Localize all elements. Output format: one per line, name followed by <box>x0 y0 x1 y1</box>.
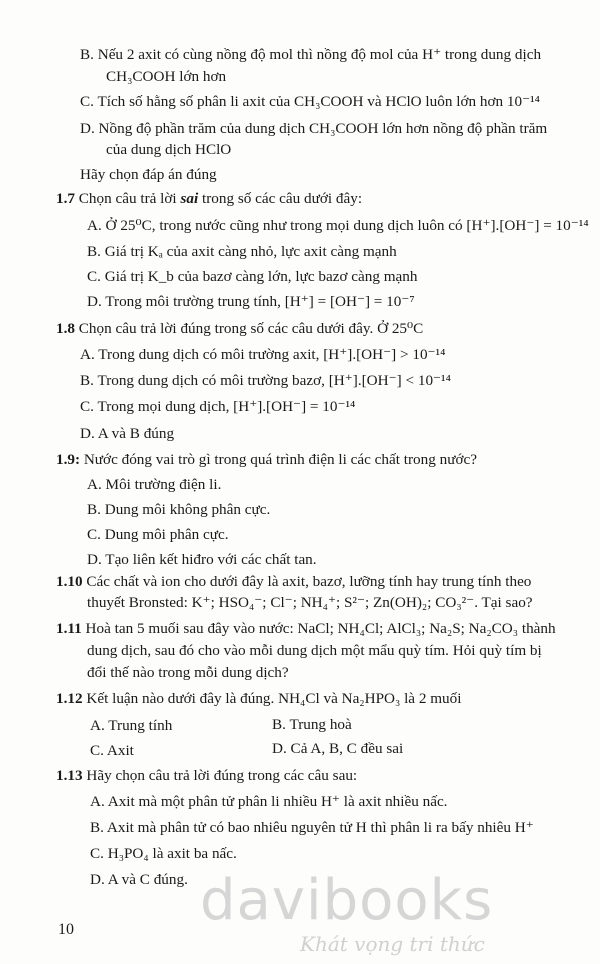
question-1-9 <box>56 451 477 469</box>
q113-option-c: C. H₃PO₄ là axit ba nấc. <box>90 845 237 862</box>
question-number: 1.11 <box>56 620 82 637</box>
question-text: Kết luận nào dưới đây là đúng. NH₄Cl và Na₂HPO₃ là 2 muối <box>86 690 462 707</box>
question-1-10-line-1 <box>56 573 531 591</box>
q112-option-a: A. Trung tính <box>90 717 173 734</box>
question-1-7 <box>56 190 362 208</box>
q113-option-a: A. Axit mà một phân tử phân li nhiều H⁺ là axit nhiều nấc. <box>90 793 448 810</box>
question-number: 1.12 <box>56 690 83 707</box>
watermark-slogan: Khát vọng tri thức <box>300 932 485 956</box>
question-text: Nước đóng vai trò gì trong quá trình điện li các chất trong nước? <box>83 451 477 468</box>
q19-option-c: C. Dung môi phân cực. <box>87 526 229 543</box>
q18-option-d: D. A và B đúng <box>80 425 175 442</box>
q18-option-b: B. Trong dung dịch có môi trường bazơ, [H⁺].[OH⁻] < 10⁻¹⁴ <box>80 372 451 389</box>
question-text: Chọn câu trả lời đúng trong số các câu dưới đây. Ở 25⁰C <box>78 320 424 337</box>
q19-option-a: A. Môi trường điện li. <box>87 476 222 493</box>
question-text: Hoà tan 5 muối sau đây vào nước: NaCl; NH₄Cl; AlCl₃; Na₂S; Na₂CO₃ thành <box>85 620 556 637</box>
question-1-13 <box>56 767 357 785</box>
question-1-10-line-2: thuyết Bronsted: K⁺; HSO₄⁻; Cl⁻; NH₄⁺; S²⁻; Zn(OH)₂; CO₃²⁻. Tại sao? <box>87 594 533 611</box>
question-1-11-line-1 <box>56 620 556 638</box>
question-1-11-line-3: đổi thế nào trong mỗi dung dịch? <box>87 664 289 681</box>
q113-option-b: B. Axit mà phân tử có bao nhiêu nguyên tử H thì phân li ra bấy nhiêu H⁺ <box>90 819 534 836</box>
question-1-12 <box>56 690 461 708</box>
question-1-11-line-2: dung dịch, sau đó cho vào mỗi dung dịch một mẩu quỳ tím. Hỏi quỳ tím bị <box>87 642 542 659</box>
option-c: C. Tích số hằng số phân li axit của CH₃COOH và HClO luôn lớn hơn 10⁻¹⁴ <box>80 93 540 110</box>
instruction-text: Hãy chọn đáp án đúng <box>80 166 217 183</box>
question-number: 1.13 <box>56 767 83 784</box>
question-number: 1.7 <box>56 190 75 207</box>
q112-option-c: C. Axit <box>90 742 134 759</box>
question-1-8 <box>56 320 423 338</box>
question-text: Hãy chọn câu trả lời đúng trong các câu sau: <box>86 767 358 784</box>
option-b-line-2: CH₃COOH lớn hơn <box>106 68 227 85</box>
q113-option-d: D. A và C đúng. <box>90 871 188 888</box>
emphasis-word: sai <box>180 190 199 207</box>
q18-option-c: C. Trong mọi dung dịch, [H⁺].[OH⁻] = 10⁻¹⁴ <box>80 398 356 415</box>
question-number: 1.9: <box>56 451 81 468</box>
watermark-brand: davibooks <box>200 868 494 933</box>
question-text: Chọn câu trả lời <box>78 190 181 207</box>
question-text: Các chất và ion cho dưới đây là axit, bazơ, lưỡng tính hay trung tính theo <box>86 573 532 590</box>
q17-option-a: A. Ở 25⁰C, trong nước cũng như trong mọi dung dịch luôn có [H⁺].[OH⁻] = 10⁻¹⁴ <box>87 217 589 234</box>
q17-option-b: B. Giá trị Kₐ của axit càng nhỏ, lực axit càng mạnh <box>87 243 397 260</box>
q19-option-b: B. Dung môi không phân cực. <box>87 501 271 518</box>
q112-option-b: B. Trung hoà <box>272 716 352 733</box>
page-number: 10 <box>58 921 74 938</box>
question-number: 1.8 <box>56 320 75 337</box>
option-b-line-1: B. Nếu 2 axit có cùng nồng độ mol thì nồng độ mol của H⁺ trong dung dịch <box>80 46 542 63</box>
option-d-line-2: của dung dịch HClO <box>106 141 232 158</box>
option-d-line-1: D. Nồng độ phần trăm của dung dịch CH₃COOH lớn hơn nồng độ phần trăm <box>80 120 548 137</box>
q19-option-d: D. Tạo liên kết hiđro với các chất tan. <box>87 551 317 568</box>
q17-option-d: D. Trong môi trường trung tính, [H⁺] = [OH⁻] = 10⁻⁷ <box>87 293 415 310</box>
q17-option-c: C. Giá trị K_b của bazơ càng lớn, lực bazơ càng mạnh <box>87 268 418 285</box>
q18-option-a: A. Trong dung dịch có môi trường axit, [H⁺].[OH⁻] > 10⁻¹⁴ <box>80 346 446 363</box>
question-number: 1.10 <box>56 573 83 590</box>
question-text-end: trong số các câu dưới đây: <box>198 190 363 207</box>
q112-option-d: D. Cả A, B, C đều sai <box>272 740 404 757</box>
